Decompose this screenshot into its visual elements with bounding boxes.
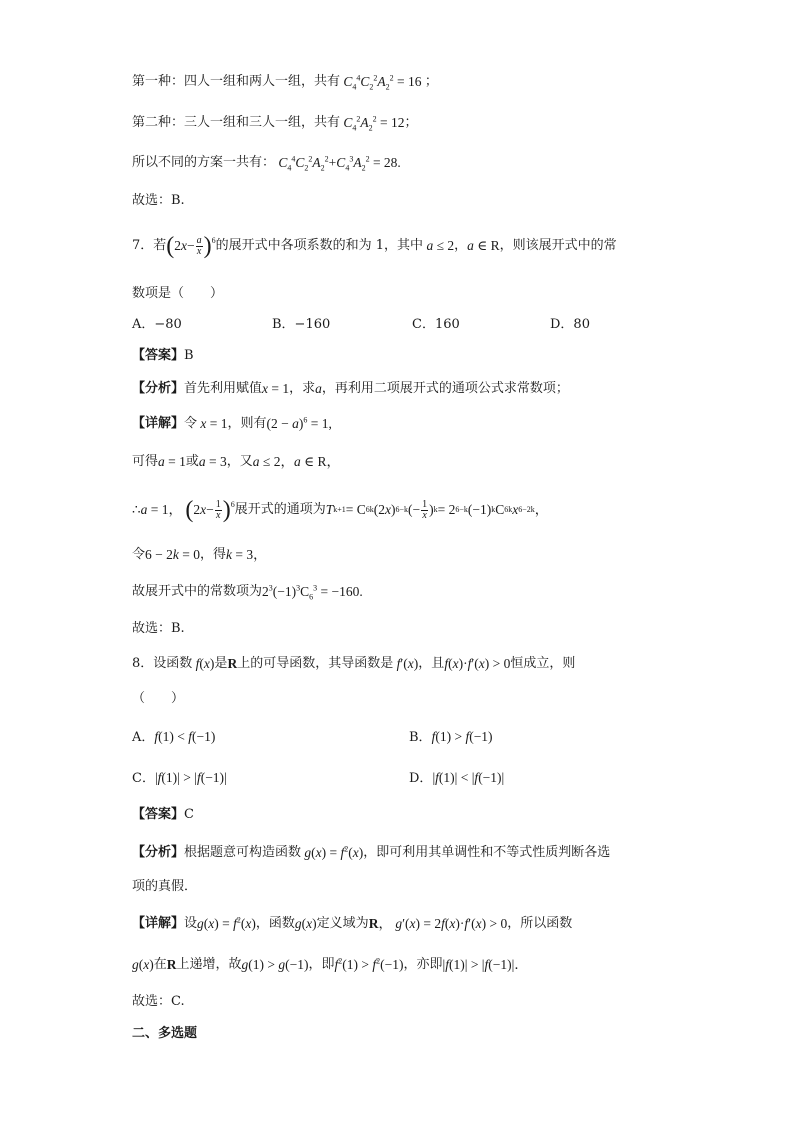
section-title: 二、多选题 [132, 1026, 198, 1041]
analysis-7: 【分析】 首先利用赋值 x = 1 ，求 a ，再利用二项展开式的通项公式求常数项； [132, 381, 569, 396]
question-7-options [132, 313, 590, 337]
option-b[interactable]: B．−160 [272, 317, 331, 332]
question-8-options-row-1 [132, 725, 493, 749]
option-a[interactable]: A．−80 [132, 317, 182, 332]
detail-7: 【详解】 令 x = 1 ，则有 $(2 - a)^6 = 1$, [132, 415, 332, 431]
general-term: T k+1 = C 6 k (2 x ) 6−k (− $\frac{1}{x}$ ) k = 2 6−k (−1) k C 6 k x 6−2k ， [325, 498, 549, 521]
choose-line-6: 故选：B. [132, 193, 185, 208]
solution-line-1: 第一种：四人一组和两人一组，共有 $C_4^4C_2^2A_2^2 = 16$ ； [132, 73, 438, 92]
detail-7-line-4: 令 6 − 2k = 0 ，得 k = 3， [132, 547, 267, 562]
formula-total: $C_4^4C_2^2A_2^2+C_4^3A_2^2 = 28$. [278, 154, 401, 173]
solution-line-2: 第二种：三人一组和三人一组，共有 $C_4^2A_2^2 = 12$ ； [132, 114, 418, 133]
detail-8: 【详解】 设 $g(x) = f^2(x)$ ，函数 g(x) 定义域为 R ， g′(x) = 2f(x)·f′(x) > 0 ，所以函数 [132, 915, 573, 931]
question-8-options-row-2 [132, 766, 504, 790]
question-8: 8．设函数 f(x) 是 R 上的可导函数，其导函数是 f′(x) ，且 f(x)·f′(x) > 0 恒成立，则 [132, 656, 576, 671]
option-d[interactable]: D．80 [550, 317, 590, 332]
binomial-expression: ( 2 x − $\frac{a}{x}$ ) $^6$ [166, 233, 216, 259]
question-7-line-2: 数项是（ ） [132, 286, 224, 301]
binomial-a1: ( 2 x − $\frac{1}{x}$ ) $^6$ [185, 497, 235, 523]
detail-7-line-5: 故展开式中的常数项为 $2^3(-1)^3C_6^3 = -160$. [132, 583, 363, 602]
detail-7-line-2: 可得 a = 1 或 a = 3 ，又 a ≤ 2，a ∈ R， [132, 454, 340, 469]
answer-8: 【答案】 C [132, 807, 194, 822]
option-a[interactable]: A．f(1) < f(−1) [132, 728, 216, 745]
condition-a: a ≤ 2 [426, 238, 455, 253]
analysis-8: 【分析】 根据题意可构造函数 $g(x) = f^2(x)$ ，即可利用其单调性和不等式性质判断各选 [132, 844, 611, 860]
detail-7-line-3: ∴a = 1， ( 2 x − $\frac{1}{x}$ ) $^6$ 展开式的通项为 T k+1 = C 6 k (2 x ) 6−k (− $\frac{1}{x}$ ) k = 2 6−k (−1) k C 6 k x 6−2k ， [132, 497, 549, 523]
answer-7: 【答案】 B [132, 348, 194, 363]
question-7: 7．若 ( 2 x − $\frac{a}{x}$ ) $^6$ 的展开式中各项系数的和为 1，其中 a ≤ 2 ， a ∈ R ，则该展开式中的常 [132, 233, 617, 259]
choose-line-7: 故选：B. [132, 621, 185, 636]
detail-8-line-2: g(x) 在 R 上递增，故 g(1) > g(−1) ，即 $f^2(1) > f^2(-1)$ ，亦即 |f(1)| > |f(−1)|． [132, 956, 528, 972]
solution-line-3: 所以不同的方案一共有： $C_4^4C_2^2A_2^2+C_4^3A_2^2 = 28$. [132, 154, 401, 173]
choose-line-8: 故选：C. [132, 994, 185, 1009]
option-c[interactable]: C．|f(1)| > |f(−1)| [132, 769, 227, 786]
option-b[interactable]: B．f(1) > f(−1) [409, 728, 493, 745]
question-8-line-2: （ ） [132, 691, 185, 706]
option-d[interactable]: D．|f(1)| < |f(−1)| [409, 769, 505, 786]
formula-3-3: $C_4^2A_2^2 = 12$ [343, 114, 405, 133]
condition-real: a ∈ R [467, 238, 500, 253]
option-c[interactable]: C．160 [412, 317, 460, 332]
analysis-8-line-2: 项的真假． [132, 879, 198, 894]
formula-4-2: $C_4^4C_2^2A_2^2 = 16$ [343, 73, 425, 92]
